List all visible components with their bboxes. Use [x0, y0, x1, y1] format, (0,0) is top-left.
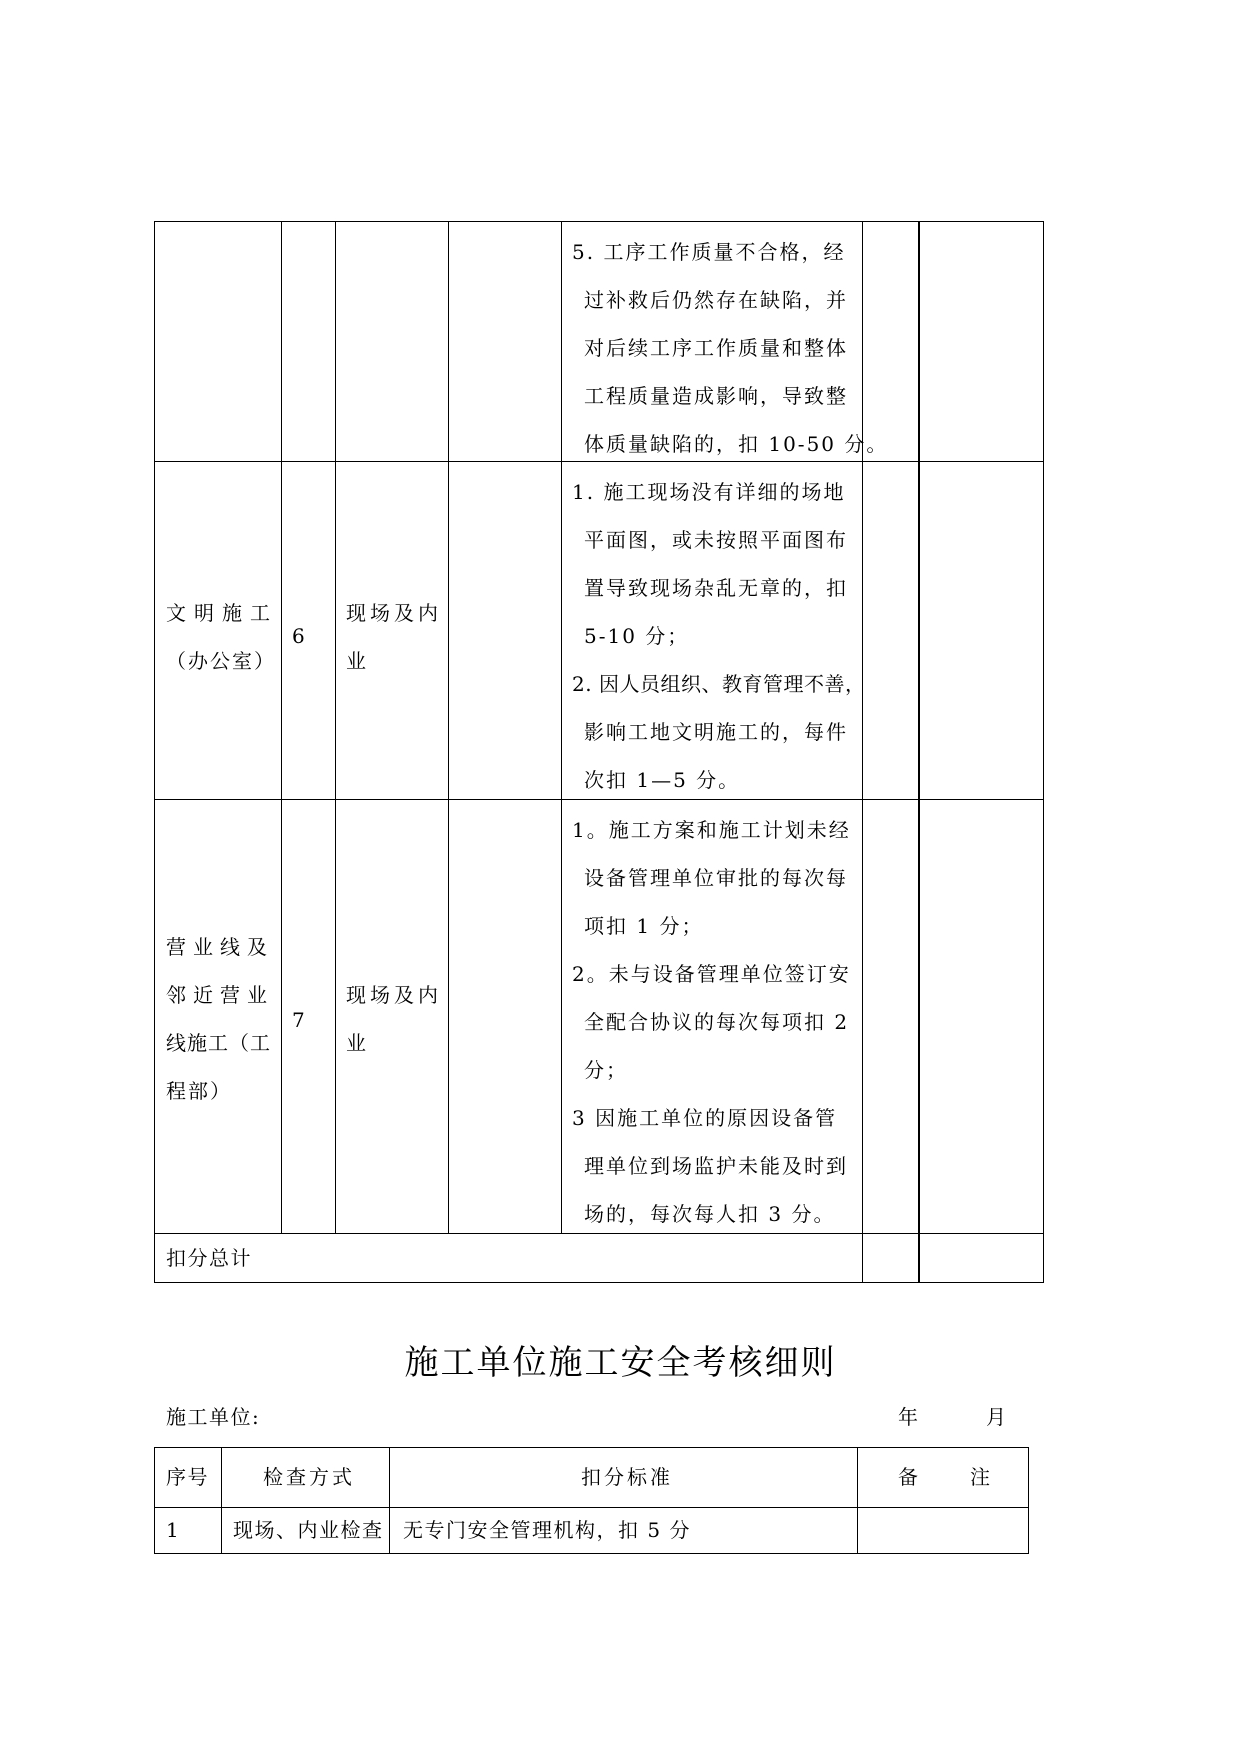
score-cell: 7	[292, 1008, 307, 1032]
deduction-standard-cell	[572, 228, 888, 468]
header-deduction-standard: 扣分标准	[581, 1465, 673, 1489]
deduction-line: 次扣 1—5 分。	[584, 768, 741, 792]
check-method-cell: 现场、内业检查	[233, 1518, 384, 1542]
item-line: 程部）	[166, 1079, 232, 1103]
deduction-line: 工程质量造成影响，导致整	[584, 384, 848, 408]
deduction-line: 1. 施工现场没有详细的场地	[572, 480, 846, 504]
deduction-line: 全配合协议的每次每项扣 2	[584, 1010, 850, 1034]
deduction-line: 对后续工序工作质量和整体	[584, 336, 848, 360]
year-label: 年	[898, 1405, 920, 1429]
deduction-line: 2. 因人员组织、教育管理不善，	[572, 672, 866, 696]
check-method-cell	[346, 971, 442, 1067]
deduction-standard-cell	[572, 806, 851, 1238]
deduction-standard-cell: 无专门安全管理机构，扣 5 分	[403, 1518, 691, 1542]
total-deduction-label: 扣分总计	[166, 1246, 252, 1270]
header-serial-no: 序号	[166, 1465, 209, 1489]
deduction-line: 设备管理单位审批的每次每	[584, 866, 848, 890]
deduction-line: 平面图，或未按照平面图布	[584, 528, 848, 552]
page-title: 施工单位施工安全考核细则	[404, 1343, 837, 1383]
method-line: 业	[346, 649, 368, 673]
deduction-line: 体质量缺陷的，扣 10-50 分。	[584, 432, 889, 456]
deduction-standard-cell	[572, 468, 865, 804]
header-remark: 备 注	[898, 1465, 994, 1489]
item-line: 营业线及	[166, 935, 274, 959]
month-label: 月	[986, 1405, 1008, 1429]
construction-unit-label: 施工单位:	[166, 1405, 261, 1429]
deduction-line: 2。未与设备管理单位签订安	[572, 962, 851, 986]
deduction-line: 场的，每次每人扣 3 分。	[584, 1202, 836, 1226]
deduction-line: 项扣 1 分；	[584, 914, 704, 938]
deduction-line: 理单位到场监护未能及时到	[584, 1154, 848, 1178]
item-line: 邻近营业	[166, 983, 274, 1007]
check-method-cell	[346, 589, 442, 685]
deduction-line: 5-10 分；	[584, 624, 690, 648]
deduction-line: 分；	[584, 1058, 628, 1082]
item-cell	[166, 589, 278, 685]
deduction-line: 1。施工方案和施工计划未经	[572, 818, 851, 842]
deduction-line: 3 因施工单位的原因设备管	[572, 1106, 838, 1130]
serial-no-cell: 1	[166, 1518, 181, 1542]
item-cell	[166, 923, 274, 1115]
item-line: （办公室）	[166, 649, 276, 673]
deduction-line: 影响工地文明施工的，每件	[584, 720, 848, 744]
deduction-line: 置导致现场杂乱无章的，扣	[584, 576, 848, 600]
header-check-method: 检查方式	[263, 1465, 355, 1489]
item-line: 线施工（工	[166, 1031, 271, 1055]
score-cell: 6	[292, 624, 307, 648]
item-line: 文明施工	[166, 601, 278, 625]
method-line: 现场及内	[346, 983, 442, 1007]
method-line: 业	[346, 1031, 368, 1055]
deduction-line: 5. 工序工作质量不合格，经	[572, 240, 846, 264]
method-line: 现场及内	[346, 601, 442, 625]
deduction-line: 过补救后仍然存在缺陷，并	[584, 288, 848, 312]
